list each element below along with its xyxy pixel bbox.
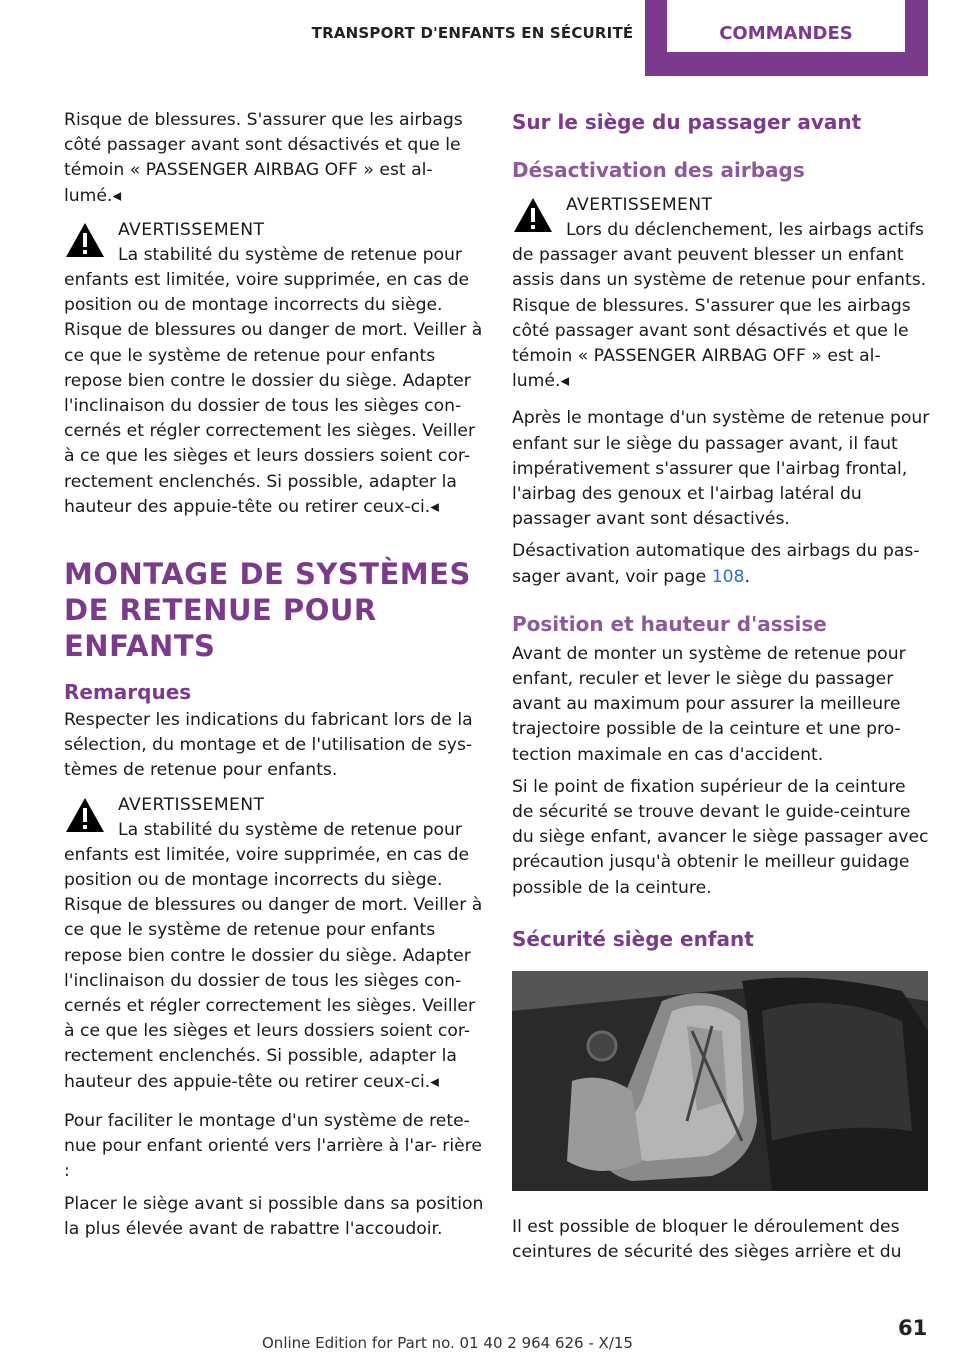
warning-triangle-icon bbox=[64, 796, 106, 834]
warning-triangle-icon bbox=[64, 221, 106, 259]
warning-body: La stabilité du système de retenue pour enfants est limitée, voire supprimée, en cas de position ou de montage incorrects du siège. Risque de blessures ou danger de mort. Veiller à ce que le système de retenue pour enfants repose bien contre le dossier du siège. Adapter l'inclinaison du dossier de tous les sièges con- cernés et régler correctement les sièges. Veiller à ce que les sièges et leurs dossiers soient cor- rectement enclenchés. Si possible, adapter la hauteur des appuie-tête ou retirer ceux-ci.◂ bbox=[64, 244, 483, 517]
belt-anchor-paragraph: Si le point de fixation supérieur de la ceinture de sécurité se trouve devant le guide-ceinture du siège enfant, avancer le siège passager avec précaution jusqu'à obtenir le meilleur guidage possible de la ceinture. bbox=[512, 776, 929, 898]
airbag-check-paragraph: Après le montage d'un système de retenue pour enfant sur le siège du passager avant, il faut impérativement s'assurer que l'airbag frontal, l'airbag des genoux et l'airbag latéral du passager avant sont désactivés. bbox=[512, 408, 930, 530]
warning-block-2 bbox=[64, 792, 484, 1095]
belt-lock-paragraph: Il est possible de bloquer le déroulement des ceintures de sécurité des sièges arrière et du bbox=[512, 1217, 902, 1263]
child-seat-safety-heading: Sécurité siège enfant bbox=[512, 926, 754, 951]
left-intro-paragraph: Risque de blessures. S'assurer que les airbags côté passager avant sont désactivés et que le témoin « PASSENGER AIRBAG OFF » est al- lumé.◂ bbox=[64, 110, 463, 206]
auto-deactivation-text: Désactivation automatique des airbags du pas- sager avant, voir page bbox=[512, 541, 920, 587]
warning-block-3 bbox=[512, 192, 930, 394]
section-title: MONTAGE DE SYSTÈMES DE RETENUE POUR ENFANTS bbox=[64, 557, 471, 664]
left-column bbox=[64, 108, 484, 1249]
warning-title: AVERTISSEMENT bbox=[566, 195, 713, 215]
header-chapter-tab-label: COMMANDES bbox=[667, 0, 905, 52]
airbag-deactivation-heading: Désactivation des airbags bbox=[512, 158, 805, 182]
header-section-label: TRANSPORT D'ENFANTS EN SÉCURITÉ bbox=[311, 24, 634, 42]
warning-body: Lors du déclenchement, les airbags actifs de passager avant peuvent blesser un enfant assis dans un système de retenue pour enfants. Risque de blessures. S'assurer que les airbags côté passager avant sont désactivés et que le témoin « PASSENGER AIRBAG OFF » est al- lumé.◂ bbox=[512, 220, 927, 392]
warning-title: AVERTISSEMENT bbox=[118, 219, 265, 240]
rear-facing-paragraph: Pour faciliter le montage d'un système de rete- nue pour enfant orienté vers l'arrière à l'ar- rière : bbox=[64, 1110, 482, 1182]
warning-body: La stabilité du système de retenue pour enfants est limitée, voire supprimée, en cas de position ou de montage incorrects du siège. Risque de blessures ou danger de mort. Veiller à ce que le système de retenue pour enfants repose bien contre le dossier du siège. Adapter l'inclinaison du dossier de tous les sièges con- cernés et régler correctement les sièges. Veiller à ce que les sièges et leurs dossiers soient cor- rectement enclenchés. Si possible, adapter la hauteur des appuie-tête ou retirer ceux-ci.◂ bbox=[64, 819, 483, 1092]
seat-position-heading: Position et hauteur d'assise bbox=[512, 611, 827, 636]
remarks-heading: Remarques bbox=[64, 680, 192, 705]
warning-triangle-icon bbox=[512, 196, 554, 234]
page-reference-link[interactable]: 108 bbox=[711, 566, 745, 587]
auto-deactivation-paragraph bbox=[512, 539, 930, 589]
warning-block-1 bbox=[64, 217, 484, 520]
header-chapter-tab[interactable] bbox=[645, 0, 928, 76]
warning-title: AVERTISSEMENT bbox=[118, 794, 265, 815]
footer-edition: Online Edition for Part no. 01 40 2 964 626 - X/15 bbox=[262, 1334, 633, 1352]
page-number: 61 bbox=[898, 1316, 928, 1340]
remarks-paragraph: Respecter les indications du fabricant lors de la sélection, du montage et de l'utilisation de sys- tèmes de retenue pour enfants. bbox=[64, 710, 473, 781]
passenger-seat-heading: Sur le siège du passager avant bbox=[512, 110, 862, 134]
seat-position-paragraph: Avant de monter un système de retenue pour enfant, reculer et lever le siège du passager avant au maximum pour assurer la meilleure trajectoire possible de la ceinture et une pro- tection maximale en cas d'accident. bbox=[512, 643, 906, 765]
auto-deactivation-end: . bbox=[744, 566, 750, 587]
armrest-paragraph: Placer le siège avant si possible dans sa position la plus élevée avant de rabattre l'accoudoir. bbox=[64, 1193, 484, 1239]
child-seat-photo bbox=[512, 971, 928, 1191]
right-column bbox=[512, 108, 930, 1272]
